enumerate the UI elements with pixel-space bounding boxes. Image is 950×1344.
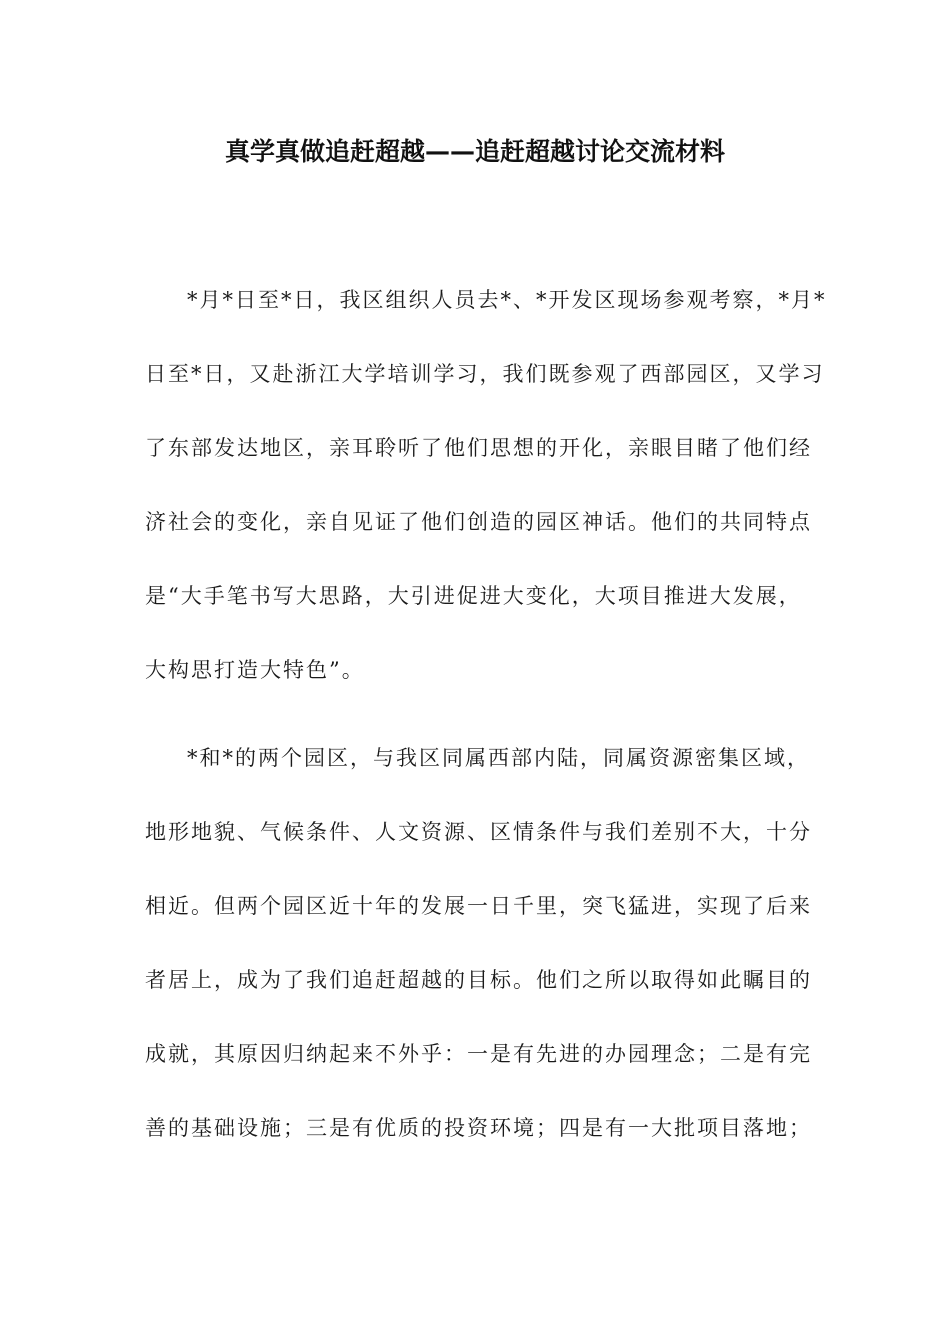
paragraph-line: 日至*日，又赴浙江大学培训学习，我们既参观了西部园区，又学习 bbox=[145, 362, 825, 386]
paragraph-line: *和*的两个园区，与我区同属西部内陆，同属资源密集区域， bbox=[187, 746, 810, 770]
paragraph-line: 大构思打造大特色”。 bbox=[145, 658, 365, 682]
document-body bbox=[145, 263, 827, 1165]
paragraph-line: 相近。但两个园区近十年的发展一日千里，突飞猛进，实现了后来 bbox=[145, 894, 812, 918]
paragraph-line: 济社会的变化，亲自见证了他们创造的园区神话。他们的共同特点 bbox=[145, 510, 812, 534]
paragraph-line: 善的基础设施；三是有优质的投资环境；四是有一大批项目落地； bbox=[145, 1116, 812, 1140]
document-title: 真学真做追赶超越——追赶超越讨论交流材料 bbox=[224, 137, 725, 166]
paragraph-2 bbox=[145, 721, 812, 1165]
paragraph-line: 成就，其原因归纳起来不外乎：一是有先进的办园理念；二是有完 bbox=[145, 1042, 812, 1066]
paragraph-line: 者居上，成为了我们追赶超越的目标。他们之所以取得如此瞩目的 bbox=[145, 968, 812, 992]
paragraph-line: 是“大手笔书写大思路，大引进促进大变化，大项目推进大发展， bbox=[145, 584, 802, 608]
paragraph-gap bbox=[145, 707, 805, 721]
paragraph-1 bbox=[145, 263, 827, 707]
paragraph-line: 了东部发达地区，亲耳聆听了他们思想的开化，亲眼目睹了他们经 bbox=[145, 436, 812, 460]
paragraph-line: *月*日至*日，我区组织人员去*、*开发区现场参观考察，*月* bbox=[187, 288, 827, 312]
paragraph-line: 地形地貌、气候条件、人文资源、区情条件与我们差别不大，十分 bbox=[145, 820, 812, 844]
